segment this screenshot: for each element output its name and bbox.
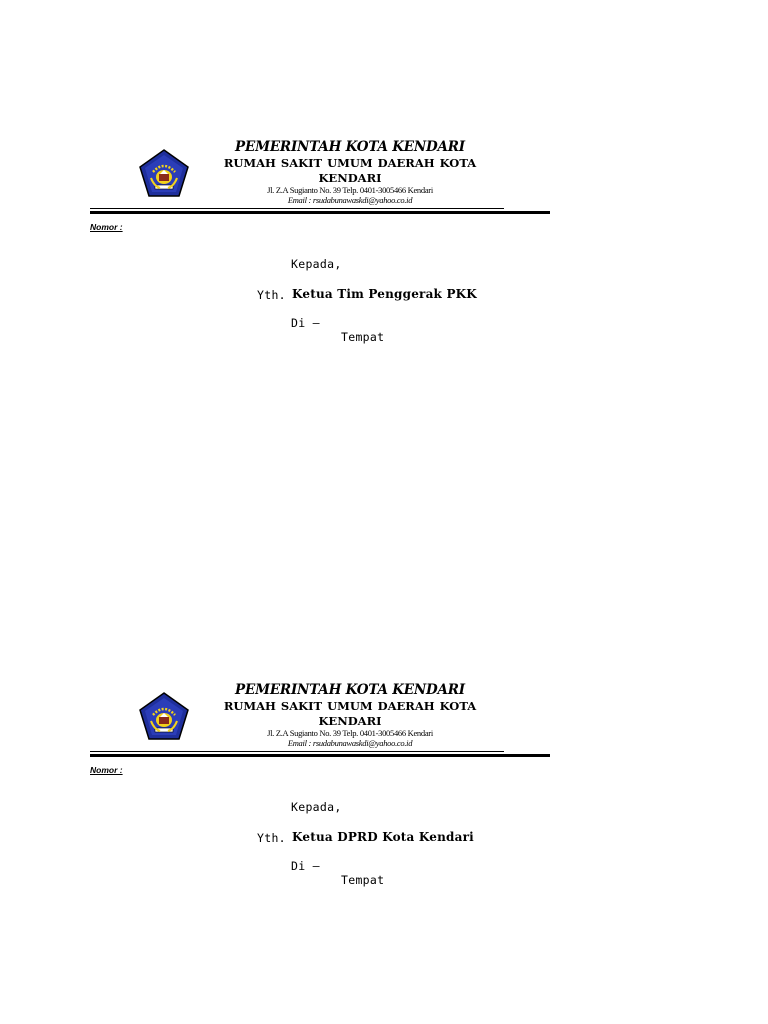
yth-label: Yth. [257, 288, 286, 302]
header-rule-thin [90, 751, 504, 752]
header-government: PEMERINTAH KOTA KENDARI [235, 139, 465, 155]
header-rule-thin [90, 208, 504, 209]
header-email: Email : rsudabunawaskdi@yahoo.co.id [287, 195, 413, 205]
salutation: Kepada, [291, 800, 342, 814]
letter-1 [0, 139, 768, 448]
yth-label: Yth. [257, 831, 286, 845]
di-label: Di – [291, 316, 320, 330]
letter-2 [0, 682, 768, 991]
nomor-label: Nomor : [90, 765, 123, 775]
header-address: Jl. Z.A Sugianto No. 39 Telp. 0401-3005466 Kendari [267, 185, 433, 195]
header-email: Email : rsudabunawaskdi@yahoo.co.id [287, 738, 413, 748]
header-rule-thick [90, 211, 550, 214]
city-emblem-icon [138, 691, 190, 743]
city-emblem-icon [138, 148, 190, 200]
header-address: Jl. Z.A Sugianto No. 39 Telp. 0401-3005466 Kendari [267, 728, 433, 738]
nomor-label: Nomor : [90, 222, 123, 232]
recipient-name: Ketua Tim Penggerak PKK [292, 287, 477, 301]
salutation: Kepada, [291, 257, 342, 271]
di-label: Di – [291, 859, 320, 873]
header-rule-thick [90, 754, 550, 757]
recipient-name: Ketua DPRD Kota Kendari [292, 830, 474, 844]
header-institution: RUMAH SAKIT UMUM DAERAH KOTA KENDARI [223, 699, 477, 728]
place-label: Tempat [341, 330, 385, 344]
header-government: PEMERINTAH KOTA KENDARI [235, 682, 465, 698]
header-institution: RUMAH SAKIT UMUM DAERAH KOTA KENDARI [223, 156, 477, 185]
place-label: Tempat [341, 873, 385, 887]
